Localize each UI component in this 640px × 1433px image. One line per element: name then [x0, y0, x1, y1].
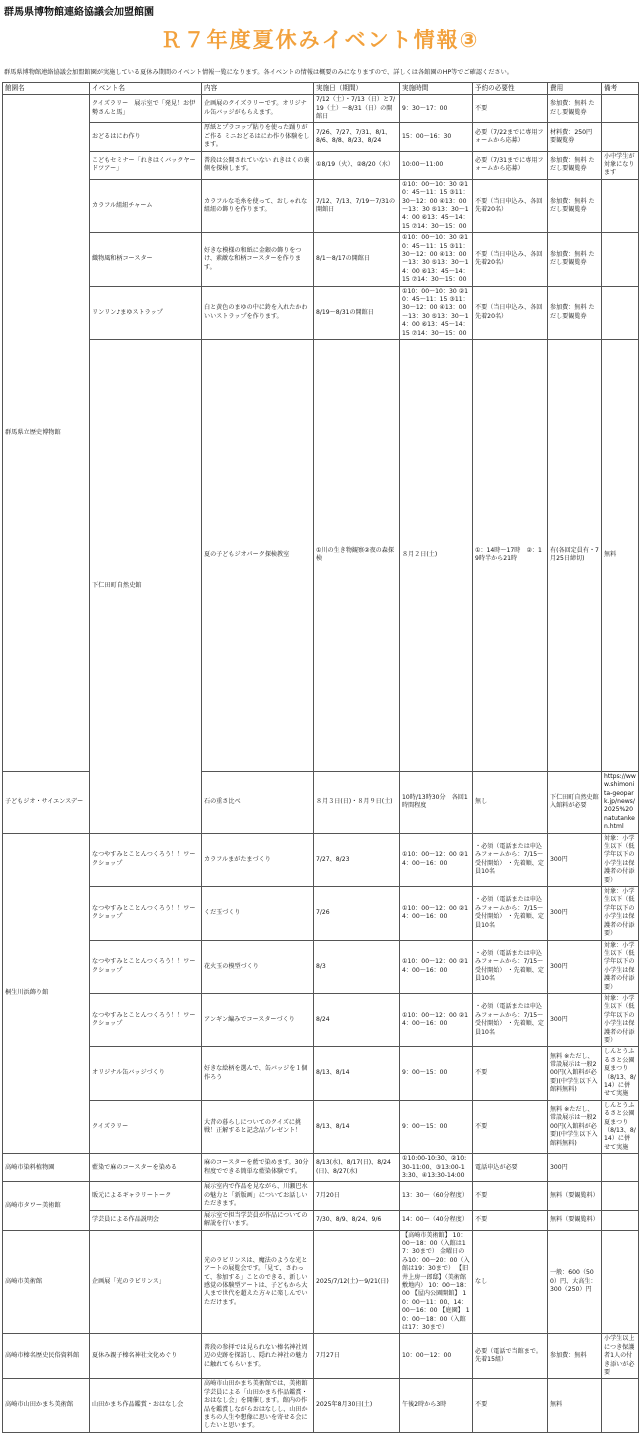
- museum-name-cell: 群馬県立歴史博物館: [3, 95, 90, 772]
- museum-name-cell: 下仁田町自然史館: [90, 340, 202, 834]
- note-cell: 対象：小学生以下（低学年以下の小学生は保護者の付添要）: [602, 833, 639, 886]
- page-title: Ｒ７年度夏休みイベント情報③: [160, 28, 480, 52]
- fee-cell: 一般：600（500）円、大高生：300（250）円: [548, 1230, 602, 1334]
- date-cell: ８月２日(土): [400, 340, 473, 772]
- fee-cell: 無料 ※ただし、常設展示は一般200円(入館料が必要)(中学生以下入館料無料): [548, 1100, 602, 1153]
- note-cell: [602, 286, 639, 339]
- col-header-event: イベント名: [90, 83, 202, 95]
- note-cell: [602, 123, 639, 151]
- note-cell: [602, 1154, 639, 1182]
- fee-cell: 無料（要観覧料）: [548, 1182, 602, 1210]
- event-name-cell: 学芸員による作品説明会: [90, 1210, 202, 1230]
- fee-cell: 無料: [602, 340, 639, 772]
- event-name-cell: カラフル組紐チャーム: [90, 179, 202, 232]
- note-cell: 対象：小学生以下（低学年以下の小学生は保護者の付添要）: [602, 940, 639, 993]
- time-cell: ①10：00～10：30 ②10：45～11：15 ③11：30～12：00 ④13：00～13：30 ⑤13：30～14：00 ⑥13：45～14：15 ⑦14：30～15：00: [400, 286, 473, 339]
- time-cell: ①10：00～12：00 ②14：00～16：00: [400, 887, 473, 940]
- time-cell: 午後2時から3時: [400, 1379, 473, 1432]
- museum-name-cell: 高崎市山田かまち美術館: [3, 1379, 90, 1432]
- fee-cell: 下仁田町自然史館入館料が必要: [548, 771, 602, 833]
- time-cell: 14：00～（40分程度）: [400, 1210, 473, 1230]
- reservation-cell: 不要（当日申込み、各回先着20名）: [473, 233, 548, 286]
- time-cell: 【高崎市美術館】 10：00～18：00（入館は17：30まで） 金曜日のみ10：00～20：00（入館は19：30まで） 【旧井上房一郎邸】（美術館敷地内） 10：00～18：00 【屋内公園開館】 10：00～11：00、14：00～16：00 【庭園】 10：00～18：00（入館は17：30まで）: [400, 1230, 473, 1334]
- note-cell: しんとうふるさと公園夏まつり（8/13、8/14）に併せて実施: [602, 1047, 639, 1100]
- fee-cell: 参加費：無料 ただし要観覧券: [548, 233, 602, 286]
- reservation-cell: 必要（7/31までに専用フォームから応募）: [473, 151, 548, 179]
- museum-name-cell: 桐生川浜飾り館: [3, 833, 90, 1154]
- content-cell: 好きな模様の和紙に金銀の飾りをつけ、素敵な和柄コースターを作ります。: [202, 233, 314, 286]
- col-header-note: 備考: [602, 83, 639, 95]
- fee-cell: 300円: [548, 993, 602, 1046]
- note-cell: [602, 179, 639, 232]
- table-row: [3, 1334, 639, 1379]
- table-row: [3, 887, 639, 940]
- table-row: [3, 1210, 639, 1230]
- event-name-cell: 夏休み親子榛名神社文化めぐり: [90, 1334, 202, 1379]
- note-cell: [602, 1210, 639, 1230]
- event-name-cell: おどるはにわ作り: [90, 123, 202, 151]
- content-cell: 展示室で担当学芸員が作品についての解説を行います。: [202, 1210, 314, 1230]
- time-cell: 9：30～17：00: [400, 95, 473, 123]
- time-cell: 13：30～（60分程度）: [400, 1182, 473, 1210]
- note-cell: [602, 95, 639, 123]
- reservation-cell: 不要: [473, 95, 548, 123]
- date-cell: 7/26、7/27、7/31、8/1、8/6、8/8、8/23、8/24: [314, 123, 400, 151]
- note-cell: [602, 1182, 639, 1210]
- content-cell: 麻のコースターを藍で染めます。30分程度でできる簡単な藍染体験です。: [202, 1154, 314, 1182]
- date-cell: 8/13、8/14: [314, 1100, 400, 1153]
- museum-name-cell: 高崎市榛名歴史民俗資料館: [3, 1334, 90, 1379]
- reservation-cell: ・必須（電話または申込みフォームから：7/15～受付開始） ・先着順、定員10名: [473, 887, 548, 940]
- content-cell: 企画展のクイズラリーです。オリジナル缶バッジがもらえます。: [202, 95, 314, 123]
- event-name-cell: なつやすみとことんつくろう！！ワークショップ: [90, 940, 202, 993]
- table-row: [3, 286, 639, 339]
- time-cell: ①10：00～12：00 ②14：00～16：00: [400, 993, 473, 1046]
- content-cell: 大昔の暮らしについてのクイズに挑戦！正解すると記念品プレゼント！: [202, 1100, 314, 1153]
- reservation-cell: ・必須（電話または申込みフォームから：7/15～受付開始） ・先着順、定員10名: [473, 833, 548, 886]
- content-cell: カラフルまがたまづくり: [202, 833, 314, 886]
- event-name-cell: クイズラリー 展示室で「発見！お伊勢さんと馬」: [90, 95, 202, 123]
- content-cell: 白と黄色のまゆの中に鈴を入れたかわいいストラップを作ります。: [202, 286, 314, 339]
- event-name-cell: 山田かまち作品鑑賞・おはなし会: [90, 1379, 202, 1432]
- table-row: [3, 993, 639, 1046]
- table-row: [3, 233, 639, 286]
- table-row: [3, 1100, 639, 1153]
- time-cell: ①10:00-10:30、②10:30-11:00、③13:00-13:30、④13:30-14:00: [400, 1154, 473, 1182]
- content-cell: カラフルな毛糸を使って、おしゃれな組紐の飾りを作ります。: [202, 179, 314, 232]
- event-name-cell: 織物風和柄コースター: [90, 233, 202, 286]
- content-cell: アンギン編みでコースターづくり: [202, 993, 314, 1046]
- reservation-cell: 不要（当日申込み、各回先着20名）: [473, 179, 548, 232]
- date-cell: 8/3: [314, 940, 400, 993]
- reservation-cell: 有(各回定員有・7月25日締切): [548, 340, 602, 772]
- fee-cell: 300円: [548, 940, 602, 993]
- content-cell: 好きな絵柄を選んで、缶バッジを１個作ろう: [202, 1047, 314, 1100]
- reservation-cell: 不要: [473, 1379, 548, 1432]
- fee-cell: 無料: [548, 1379, 602, 1432]
- time-cell: 9：00～15：00: [400, 1100, 473, 1153]
- event-name-cell: なつやすみとことんつくろう！！ワークショップ: [90, 993, 202, 1046]
- note-cell: しんとうふるさと公園夏まつり（8/13、8/14）に併せて実施: [602, 1100, 639, 1153]
- table-row: [3, 95, 639, 123]
- date-cell: 8/24: [314, 993, 400, 1046]
- table-row: [3, 123, 639, 151]
- content-cell: 光のラビリンスは、魔法のような光とアートの展覧会です。「見て、さわって、参加する」ことのできる、新しい感覚の体験型アートは、子どもから大人まで世代を超えた方々に楽しんでいただけます。: [202, 1230, 314, 1334]
- event-name-cell: 企画展「光のラビリンス」: [90, 1230, 202, 1334]
- table-row: [3, 1047, 639, 1100]
- header-title: 群馬県博物館連絡協議会加盟館園: [4, 7, 154, 18]
- time-cell: 10時/13時30分 各回1時間程度: [400, 771, 473, 833]
- table-row: [3, 1230, 639, 1334]
- time-cell: ①10：00～12：00 ②14：00～16：00: [400, 833, 473, 886]
- reservation-cell: ・必須（電話または申込みフォームから：7/15～受付開始） ・先着順、定員10名: [473, 940, 548, 993]
- reservation-cell: 不要: [473, 1100, 548, 1153]
- content-cell: 普段の参拝では見られない榛名神社周辺の史跡を探訪し、隠れた神社の魅力に触れてもらいます。: [202, 1334, 314, 1379]
- date-cell: 7/12（土）・7/13（日）と7/19（土）～8/31（日）の開館日: [314, 95, 400, 123]
- col-header-time: 実施時間: [400, 83, 473, 95]
- reservation-cell: 必要（電話で当館まで。先着15組）: [473, 1334, 548, 1379]
- content-cell: 厚紙とプラコップ貼りを使った踊りがご作る ミニおどるはにわ作り体験をします。: [202, 123, 314, 151]
- note-cell: 対象：小学生以下（低学年以下の小学生は保護者の付添要）: [602, 993, 639, 1046]
- col-header-museum: 館園名: [3, 83, 90, 95]
- fee-cell: 参加費：無料 ただし要観覧券: [548, 151, 602, 179]
- time-cell: 15：00～16：30: [400, 123, 473, 151]
- event-name-cell: クイズラリー: [90, 1100, 202, 1153]
- event-name-cell: 夏の子どもジオパーク探検教室: [202, 340, 314, 772]
- date-cell: 7月27日: [314, 1334, 400, 1379]
- event-name-cell: 子どもジオ・サイエンスデー: [3, 771, 90, 833]
- note-cell[interactable]: https://www.shimonita-geopark.jp/news/2025%20natutanken.html: [602, 771, 639, 833]
- note-cell: 小学生以上につき保護者1人の付き添いが必要: [602, 1334, 639, 1379]
- date-cell: 7/12、7/13、7/19～7/31の開館日: [314, 179, 400, 232]
- reservation-cell: 無し: [473, 771, 548, 833]
- fee-cell: 無料（要観覧料）: [548, 1210, 602, 1230]
- time-cell: ①10：00～12：00 ②14：00～16：00: [400, 940, 473, 993]
- reservation-cell: 不要: [473, 1210, 548, 1230]
- table-row: [3, 833, 639, 886]
- date-cell: 7/30、8/9、8/24、9/6: [314, 1210, 400, 1230]
- table-row: [3, 940, 639, 993]
- event-name-cell: リンリン♪まゆストラップ: [90, 286, 202, 339]
- col-header-date: 実施日（期間）: [314, 83, 400, 95]
- event-name-cell: 販元によるギャラリートーク: [90, 1182, 202, 1210]
- reservation-cell: 不要: [473, 1047, 548, 1100]
- museum-name-cell: 高崎市タワー美術館: [3, 1182, 90, 1230]
- table-row: [3, 1182, 639, 1210]
- content-cell: 展示室内で作品を見ながら、川瀬巴水の魅力と「新版画」についてお話しいただきます。: [202, 1182, 314, 1210]
- table-row: [3, 340, 639, 772]
- reservation-cell: ・必須（電話または申込みフォームから：7/15～受付開始） ・先着順、定員10名: [473, 993, 548, 1046]
- content-cell: 高崎市山田かまち美術館では、美術館学芸員による「山田かまち作品鑑賞・おはなし会」を開催します。館内の作品を鑑賞しながらおはなしし、山田かまちの人生や想像に思いを寄せる会にしたいと思います。: [202, 1379, 314, 1432]
- fee-cell: 無料 ※ただし、常設展示は一般200円(入館料が必要)(中学生以下入館料無料): [548, 1047, 602, 1100]
- time-cell: ①：14時～17時 ②：19時半から21時: [473, 340, 548, 772]
- lead-text: 群馬県博物館連絡協議会加盟館園が実施している夏休み期間のイベント情報一覧になります。各イベントの情報は概要のみになりますので、詳しくは各館園のHP等でご確認ください。: [4, 69, 513, 76]
- date-cell: 8/19～8/31の開館日: [314, 286, 400, 339]
- reservation-cell: なし: [473, 1230, 548, 1334]
- col-header-content: 内容: [202, 83, 314, 95]
- event-name-cell: オリジナル缶バッジづくり: [90, 1047, 202, 1100]
- event-name-cell: こどもセミナー「れきはくバックヤードツアー」: [90, 151, 202, 179]
- content-cell: くだ玉づくり: [202, 887, 314, 940]
- table-header-row: [3, 83, 639, 95]
- museum-name-cell: 高崎市美術館: [3, 1230, 90, 1334]
- table-row: [3, 179, 639, 232]
- reservation-cell: 不要（当日申込み、各回先着20名）: [473, 286, 548, 339]
- fee-cell: 300円: [548, 887, 602, 940]
- event-table: [2, 82, 639, 1433]
- date-cell: ①8/19（火）、②8/20（水）: [314, 151, 400, 179]
- time-cell: ①10：00～10：30 ②10：45～11：15 ③11：30～12：00 ④13：00～13：30 ⑤13：30～14：00 ⑥13：45～14：15 ⑦14：30～15：00: [400, 179, 473, 232]
- content-cell: 普段は公開されていない れきはくの裏側を探検します。: [202, 151, 314, 179]
- event-name-cell: 藍染で麻のコースターを染める: [90, 1154, 202, 1182]
- time-cell: 9：00～15：00: [400, 1047, 473, 1100]
- time-cell: 10:00～11:00: [400, 151, 473, 179]
- table-body: [3, 95, 639, 1433]
- fee-cell: 300円: [548, 1154, 602, 1182]
- date-cell: 7/27、8/23: [314, 833, 400, 886]
- fee-cell: 参加費：無料 ただし要観覧券: [548, 179, 602, 232]
- table-row: [3, 151, 639, 179]
- content-cell: 石の重さ比べ: [202, 771, 314, 833]
- date-cell: 7/26: [314, 887, 400, 940]
- note-cell: 対象：小学生以下（低学年以下の小学生は保護者の付添要）: [602, 887, 639, 940]
- date-cell: ８月３日(日)・８月９日(土): [314, 771, 400, 833]
- table-row: [3, 1154, 639, 1182]
- fee-cell: 参加費：無料 ただし要観覧券: [548, 95, 602, 123]
- date-cell: 7月20日: [314, 1182, 400, 1210]
- content-cell: ①川の生き物観察②夜の森探検: [314, 340, 400, 772]
- table-row: [3, 1379, 639, 1432]
- time-cell: 10：00～12：00: [400, 1334, 473, 1379]
- note-cell: [602, 1230, 639, 1334]
- note-cell: [602, 233, 639, 286]
- date-cell: 8/1～8/17の開館日: [314, 233, 400, 286]
- date-cell: 8/13(水)、8/17(日)、8/24(日)、8/27(水): [314, 1154, 400, 1182]
- museum-name-cell: 高崎市染料植物園: [3, 1154, 90, 1182]
- col-header-fee: 費用: [548, 83, 602, 95]
- fee-cell: 材料費：250円 要観覧券: [548, 123, 602, 151]
- date-cell: 8/13、8/14: [314, 1047, 400, 1100]
- reservation-cell: 不要: [473, 1182, 548, 1210]
- content-cell: 花火玉の模型づくり: [202, 940, 314, 993]
- time-cell: ①10：00～10：30 ②10：45～11：15 ③11：30～12：00 ④13：00～13：30 ⑤13：30～14：00 ⑥13：45～14：15 ⑦14：30～15：00: [400, 233, 473, 286]
- event-name-cell: なつやすみとことんつくろう！！ワークショップ: [90, 833, 202, 886]
- date-cell: 2025/7/12(土)～9/21(日): [314, 1230, 400, 1334]
- reservation-cell: 必要（7/22までに専用フォームから応募）: [473, 123, 548, 151]
- fee-cell: 参加費：無料: [548, 1334, 602, 1379]
- note-cell: [602, 1379, 639, 1432]
- col-header-reservation: 予約の必要性: [473, 83, 548, 95]
- date-cell: 2025年8月30日(土): [314, 1379, 400, 1432]
- note-cell: 小中学生が対象になります: [602, 151, 639, 179]
- event-name-cell: なつやすみとことんつくろう！！ワークショップ: [90, 887, 202, 940]
- fee-cell: 参加費：無料 ただし要観覧券: [548, 286, 602, 339]
- reservation-cell: 電話申込が必要: [473, 1154, 548, 1182]
- fee-cell: 300円: [548, 833, 602, 886]
